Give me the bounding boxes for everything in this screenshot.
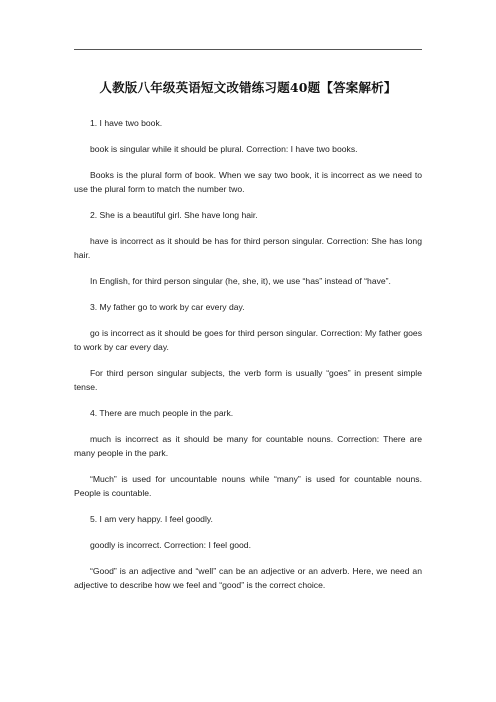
question-5: 5. I am very happy. I feel goodly. — [90, 514, 213, 524]
explanation-3: For third person singular subjects, the verb form is usually “goes” in present simple tense. — [74, 368, 422, 392]
document-body — [74, 116, 422, 604]
explanation-4: “Much” is used for uncountable nouns while “many” is used for countable nouns. People is countable. — [74, 474, 422, 498]
explanation-5: “Good” is an adjective and “well” can be an adjective or an adverb. Here, we need an adjective to describe how we feel and “good” is the correct choice. — [74, 566, 422, 590]
question-4: 4. There are much people in the park. — [90, 408, 234, 418]
answer-4: much is incorrect as it should be many for countable nouns. Correction: There are many people in the park. — [74, 434, 422, 458]
question-1: 1. I have two book. — [90, 118, 163, 128]
header-rule — [74, 49, 422, 50]
answer-1: book is singular while it should be plural. Correction: I have two books. — [90, 144, 358, 154]
document-title: 人教版八年级英语短文改错练习题40题【答案解析】 — [99, 80, 397, 95]
explanation-1: Books is the plural form of book. When we say two book, it is incorrect as we need to use the plural form to match the number two. — [74, 170, 422, 194]
question-2: 2. She is a beautiful girl. She have long hair. — [90, 210, 258, 220]
answer-3: go is incorrect as it should be goes for third person singular. Correction: My father goes to work by car every day. — [74, 328, 422, 352]
explanation-2: In English, for third person singular (he, she, it), we use “has” instead of “have”. — [90, 276, 391, 286]
question-3: 3. My father go to work by car every day. — [90, 302, 245, 312]
answer-2: have is incorrect as it should be has for third person singular. Correction: She has long hair. — [74, 236, 422, 260]
answer-5: goodly is incorrect. Correction: I feel good. — [90, 540, 251, 550]
